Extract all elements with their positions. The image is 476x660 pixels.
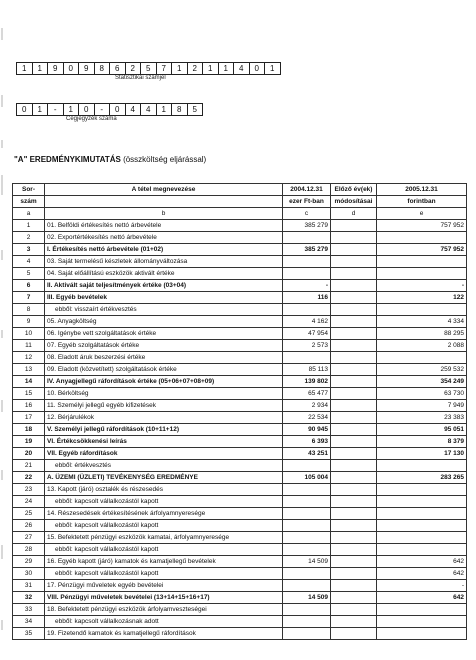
value-2004-cell (283, 628, 331, 640)
reg-digit-box: 4 (125, 103, 142, 116)
table-row (13, 328, 467, 340)
table-row (13, 352, 467, 364)
item-name-cell: 04. Saját előállítású eszközök aktivált értéke (45, 268, 283, 280)
row-number-cell: 27 (13, 532, 45, 544)
stat-digit-box: 7 (156, 62, 173, 75)
reg-digit-box: 8 (171, 103, 188, 116)
row-number-cell: 14 (13, 376, 45, 388)
row-number-cell: 15 (13, 388, 45, 400)
value-adjustment-cell (331, 472, 377, 484)
company-registration-number (16, 103, 202, 116)
item-name-cell: VII. Egyéb ráfordítások (45, 448, 283, 460)
item-name-cell: 09. Eladott (közvetített) szolgáltatások értéke (45, 364, 283, 376)
item-name-cell: 13. Kapott (járó) osztalék és részesedés (45, 484, 283, 496)
value-adjustment-cell (331, 268, 377, 280)
value-adjustment-cell (331, 280, 377, 292)
row-number-cell: 4 (13, 256, 45, 268)
value-2004-cell (283, 304, 331, 316)
row-number-cell: 13 (13, 364, 45, 376)
value-2004-cell (283, 616, 331, 628)
row-number-cell: 10 (13, 328, 45, 340)
item-name-cell: 03. Saját termelésű készletek állományváltozása (45, 256, 283, 268)
header-prior-changes: Előző év(ek) (331, 184, 377, 196)
item-name-cell: ebből: kapcsolt vállalkozástól kapott (45, 496, 283, 508)
value-2005-cell (377, 268, 467, 280)
stat-digit-box: 2 (187, 62, 204, 75)
row-number-cell: 19 (13, 436, 45, 448)
item-name-cell: I. Értékesítés nettó árbevétele (01+02) (45, 244, 283, 256)
item-name-cell: ebből: kapcsolt vállalkozásnak adott (45, 616, 283, 628)
value-2005-cell: 283 265 (377, 472, 467, 484)
header-blank (45, 196, 283, 208)
row-number-cell: 21 (13, 460, 45, 472)
value-2004-cell: 6 393 (283, 436, 331, 448)
value-2004-cell (283, 232, 331, 244)
value-2004-cell (283, 256, 331, 268)
row-number-cell: 11 (13, 340, 45, 352)
value-2005-cell: 757 952 (377, 220, 467, 232)
value-2005-cell (377, 304, 467, 316)
stat-digit-box: 1 (202, 62, 219, 75)
value-2005-cell: 259 532 (377, 364, 467, 376)
table-row (13, 340, 467, 352)
value-2005-cell (377, 616, 467, 628)
letter-a: a (13, 208, 45, 220)
value-2005-cell: 122 (377, 292, 467, 304)
value-2005-cell (377, 508, 467, 520)
value-2004-cell (283, 604, 331, 616)
table-row (13, 400, 467, 412)
item-name-cell: 17. Pénzügyi műveletek egyéb bevételei (45, 580, 283, 592)
row-number-cell: 35 (13, 628, 45, 640)
value-2004-cell (283, 496, 331, 508)
value-2004-cell (283, 580, 331, 592)
value-adjustment-cell (331, 256, 377, 268)
value-2004-cell: 22 534 (283, 412, 331, 424)
title-main: "A" EREDMÉNYKIMUTATÁS (14, 155, 121, 164)
value-adjustment-cell (331, 304, 377, 316)
stat-digit-box: 1 (171, 62, 188, 75)
statistical-number (16, 62, 280, 75)
stat-digit-box: 0 (249, 62, 266, 75)
item-name-cell: ebből: kapcsolt vállalkozástól kapott (45, 568, 283, 580)
stat-digit-box: 4 (233, 62, 250, 75)
item-name-cell: V. Személyi jellegű ráfordítások (10+11+12) (45, 424, 283, 436)
item-name-cell: III. Egyéb bevételek (45, 292, 283, 304)
value-2004-cell: - (283, 280, 331, 292)
item-name-cell: ebből: kapcsolt vállalkozástól kapott (45, 544, 283, 556)
value-2005-cell: 23 383 (377, 412, 467, 424)
header-2004: 2004.12.31 (283, 184, 331, 196)
value-adjustment-cell (331, 352, 377, 364)
header-row (13, 184, 467, 196)
value-adjustment-cell (331, 496, 377, 508)
value-adjustment-cell (331, 412, 377, 424)
value-2004-cell (283, 508, 331, 520)
table-row (13, 292, 467, 304)
item-name-cell: 06. Igénybe vett szolgáltatások értéke (45, 328, 283, 340)
item-name-cell: 12. Bérjárulékok (45, 412, 283, 424)
row-number-cell: 18 (13, 424, 45, 436)
value-2005-cell: 8 379 (377, 436, 467, 448)
letter-e: e (377, 208, 467, 220)
row-number-cell: 34 (13, 616, 45, 628)
value-adjustment-cell (331, 376, 377, 388)
reg-digit-box: 0 (78, 103, 95, 116)
row-number-cell: 25 (13, 508, 45, 520)
row-number-cell: 6 (13, 280, 45, 292)
value-adjustment-cell (331, 460, 377, 472)
item-name-cell: 01. Belföldi értékesítés nettó árbevétele (45, 220, 283, 232)
table-row (13, 424, 467, 436)
row-number-cell: 28 (13, 544, 45, 556)
item-name-cell: ebből: visszaírt értékvesztés (45, 304, 283, 316)
value-adjustment-cell (331, 340, 377, 352)
value-2004-cell: 2 573 (283, 340, 331, 352)
value-2005-cell (377, 532, 467, 544)
letter-d: d (331, 208, 377, 220)
item-name-cell: 10. Bérköltség (45, 388, 283, 400)
row-number-cell: 3 (13, 244, 45, 256)
value-2004-cell (283, 520, 331, 532)
value-2005-cell: 2 088 (377, 340, 467, 352)
value-adjustment-cell (331, 616, 377, 628)
title-subtitle: (összköltség eljárással) (120, 155, 207, 164)
reg-digit-box: 1 (63, 103, 80, 116)
table-row (13, 580, 467, 592)
table-row (13, 412, 467, 424)
value-adjustment-cell (331, 592, 377, 604)
table-row (13, 364, 467, 376)
row-number-cell: 20 (13, 448, 45, 460)
table-row (13, 220, 467, 232)
table-row (13, 436, 467, 448)
value-2005-cell: 642 (377, 592, 467, 604)
value-2005-cell: 4 334 (377, 316, 467, 328)
value-2005-cell (377, 484, 467, 496)
value-2004-cell (283, 484, 331, 496)
stat-digit-box: 9 (47, 62, 64, 75)
income-statement-table (12, 183, 467, 640)
value-adjustment-cell (331, 508, 377, 520)
row-number-cell: 30 (13, 568, 45, 580)
value-adjustment-cell (331, 328, 377, 340)
value-2004-cell (283, 568, 331, 580)
stat-digit-box: 9 (78, 62, 95, 75)
value-2005-cell: 63 730 (377, 388, 467, 400)
value-2004-cell: 105 004 (283, 472, 331, 484)
letter-c: c (283, 208, 331, 220)
value-2005-cell: 642 (377, 556, 467, 568)
company-registration-caption: Cégjegyzék száma (66, 116, 117, 122)
header-unit-1: ezer Ft-ban (283, 196, 331, 208)
row-number-cell: 26 (13, 520, 45, 532)
table-row (13, 556, 467, 568)
value-2004-cell: 14 509 (283, 556, 331, 568)
value-2004-cell (283, 352, 331, 364)
row-number-cell: 16 (13, 400, 45, 412)
value-2005-cell: 95 051 (377, 424, 467, 436)
value-adjustment-cell (331, 556, 377, 568)
item-name-cell: 14. Részesedések értékesítésének árfolyamnyeresége (45, 508, 283, 520)
item-name-cell: ebből: kapcsolt vállalkozástól kapott (45, 520, 283, 532)
stat-digit-box: 2 (125, 62, 142, 75)
value-2004-cell: 14 509 (283, 592, 331, 604)
value-adjustment-cell (331, 448, 377, 460)
reg-digit-box: 1 (32, 103, 49, 116)
value-2005-cell: 642 (377, 568, 467, 580)
item-name-cell: 15. Befektetett pénzügyi eszközök kamatai, árfolyamnyeresége (45, 532, 283, 544)
header-row-letters (13, 208, 467, 220)
row-number-cell: 9 (13, 316, 45, 328)
value-adjustment-cell (331, 532, 377, 544)
value-adjustment-cell (331, 544, 377, 556)
table-row (13, 268, 467, 280)
item-name-cell: 02. Exportértékesítés nettó árbevétele (45, 232, 283, 244)
item-name-cell: A. ÜZEMI (ÜZLETI) TEVÉKENYSÉG EREDMÉNYE (45, 472, 283, 484)
reg-digit-box: 0 (16, 103, 33, 116)
header-item-name: A tétel megnevezése (45, 184, 283, 196)
table-row (13, 568, 467, 580)
table-row (13, 472, 467, 484)
value-2004-cell: 385 279 (283, 244, 331, 256)
value-2005-cell (377, 520, 467, 532)
statistical-number-caption: Statisztikai számjel (115, 75, 166, 81)
value-adjustment-cell (331, 292, 377, 304)
row-number-cell: 17 (13, 412, 45, 424)
value-2005-cell: 17 130 (377, 448, 467, 460)
row-number-cell: 33 (13, 604, 45, 616)
value-2005-cell: 88 295 (377, 328, 467, 340)
stat-digit-box: 1 (218, 62, 235, 75)
value-2005-cell (377, 460, 467, 472)
stat-digit-box: 8 (94, 62, 111, 75)
value-adjustment-cell (331, 400, 377, 412)
value-2005-cell (377, 496, 467, 508)
table-row (13, 388, 467, 400)
item-name-cell: ebből: értékvesztés (45, 460, 283, 472)
header-unit-3: forintban (377, 196, 467, 208)
table-row (13, 232, 467, 244)
table-row (13, 280, 467, 292)
header-row-units (13, 196, 467, 208)
item-name-cell: 08. Eladott áruk beszerzési értéke (45, 352, 283, 364)
value-2005-cell (377, 256, 467, 268)
row-number-cell: 1 (13, 220, 45, 232)
stat-digit-box: 6 (109, 62, 126, 75)
value-adjustment-cell (331, 316, 377, 328)
value-2005-cell: - (377, 580, 467, 592)
value-adjustment-cell (331, 520, 377, 532)
row-number-cell: 31 (13, 580, 45, 592)
value-2004-cell: 43 251 (283, 448, 331, 460)
item-name-cell: II. Aktivált saját teljesítmények értéke (03+04) (45, 280, 283, 292)
reg-digit-box: 5 (187, 103, 204, 116)
value-2004-cell: 85 113 (283, 364, 331, 376)
letter-b: b (45, 208, 283, 220)
header-unit-2: módosításai (331, 196, 377, 208)
binding-margin (0, 0, 6, 660)
row-number-cell: 23 (13, 484, 45, 496)
value-adjustment-cell (331, 364, 377, 376)
header-2005: 2005.12.31 (377, 184, 467, 196)
document-title (14, 155, 206, 164)
value-2004-cell (283, 532, 331, 544)
table-row (13, 520, 467, 532)
value-2004-cell: 139 802 (283, 376, 331, 388)
item-name-cell: 16. Egyéb kapott (járó) kamatok és kamatjellegű bevételek (45, 556, 283, 568)
reg-digit-box: 0 (109, 103, 126, 116)
stat-digit-box: 1 (16, 62, 33, 75)
value-2005-cell (377, 544, 467, 556)
table-row (13, 376, 467, 388)
table-row (13, 508, 467, 520)
header-row-no-2: szám (13, 196, 45, 208)
stat-digit-box: 0 (63, 62, 80, 75)
table-row (13, 496, 467, 508)
value-2005-cell (377, 604, 467, 616)
table-row (13, 484, 467, 496)
value-2005-cell (377, 628, 467, 640)
value-adjustment-cell (331, 580, 377, 592)
value-adjustment-cell (331, 244, 377, 256)
value-adjustment-cell (331, 484, 377, 496)
value-adjustment-cell (331, 232, 377, 244)
item-name-cell: 05. Anyagköltség (45, 316, 283, 328)
item-name-cell: VI. Értékcsökkenési leírás (45, 436, 283, 448)
item-name-cell: 19. Fizetendő kamatok és kamatjellegű ráfordítások (45, 628, 283, 640)
table-row (13, 448, 467, 460)
reg-separator-box: - (47, 103, 64, 116)
value-2005-cell: 757 952 (377, 244, 467, 256)
item-name-cell: IV. Anyagjellegű ráfordítások értéke (05+06+07+08+09) (45, 376, 283, 388)
reg-digit-box: 1 (156, 103, 173, 116)
value-2005-cell: - (377, 280, 467, 292)
item-name-cell: 11. Személyi jellegű egyéb kifizetések (45, 400, 283, 412)
table-row (13, 616, 467, 628)
stat-digit-box: 1 (32, 62, 49, 75)
row-number-cell: 5 (13, 268, 45, 280)
table-row (13, 532, 467, 544)
table-row (13, 604, 467, 616)
value-2005-cell: 7 949 (377, 400, 467, 412)
value-2004-cell: 385 279 (283, 220, 331, 232)
value-adjustment-cell (331, 628, 377, 640)
stat-digit-box: 1 (264, 62, 281, 75)
table-row (13, 544, 467, 556)
value-2004-cell: 65 477 (283, 388, 331, 400)
row-number-cell: 12 (13, 352, 45, 364)
value-2004-cell: 4 162 (283, 316, 331, 328)
table-row (13, 460, 467, 472)
value-2004-cell (283, 268, 331, 280)
value-adjustment-cell (331, 604, 377, 616)
item-name-cell: 18. Befektetett pénzügyi eszközök árfolyamveszteségei (45, 604, 283, 616)
value-adjustment-cell (331, 568, 377, 580)
table-row (13, 316, 467, 328)
value-adjustment-cell (331, 388, 377, 400)
row-number-cell: 32 (13, 592, 45, 604)
table-row (13, 304, 467, 316)
header-row-no: Sor- (13, 184, 45, 196)
value-2004-cell: 90 945 (283, 424, 331, 436)
row-number-cell: 29 (13, 556, 45, 568)
value-2004-cell (283, 544, 331, 556)
value-adjustment-cell (331, 436, 377, 448)
table-row (13, 244, 467, 256)
row-number-cell: 2 (13, 232, 45, 244)
value-2004-cell (283, 460, 331, 472)
table-row (13, 592, 467, 604)
item-name-cell: VIII. Pénzügyi műveletek bevételei (13+14+15+16+17) (45, 592, 283, 604)
table-row (13, 628, 467, 640)
stat-digit-box: 5 (140, 62, 157, 75)
row-number-cell: 22 (13, 472, 45, 484)
reg-digit-box: 4 (140, 103, 157, 116)
value-2004-cell: 116 (283, 292, 331, 304)
item-name-cell: 07. Egyéb szolgáltatások értéke (45, 340, 283, 352)
value-adjustment-cell (331, 424, 377, 436)
table-row (13, 256, 467, 268)
reg-separator-box: - (94, 103, 111, 116)
value-2004-cell: 2 934 (283, 400, 331, 412)
value-adjustment-cell (331, 220, 377, 232)
value-2005-cell: 354 249 (377, 376, 467, 388)
row-number-cell: 7 (13, 292, 45, 304)
row-number-cell: 8 (13, 304, 45, 316)
value-2005-cell (377, 352, 467, 364)
row-number-cell: 24 (13, 496, 45, 508)
value-2004-cell: 47 954 (283, 328, 331, 340)
value-2005-cell (377, 232, 467, 244)
